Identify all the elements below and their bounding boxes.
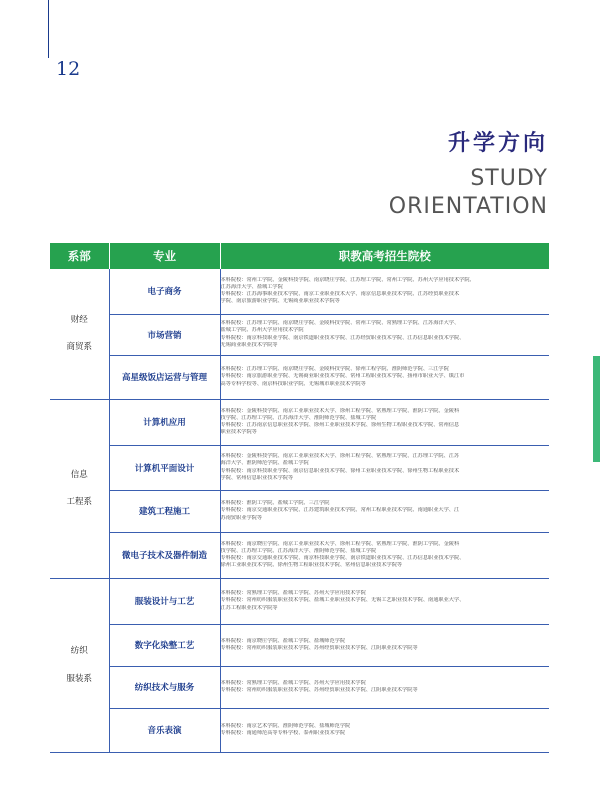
schools-line: 江苏海洋大学、盐城工学院 [220,284,283,291]
side-tab-marker [593,356,600,462]
schools-cell [220,314,549,355]
major-name: 建筑工程施工 [109,490,220,532]
schools-line: 技学院、江苏理工学院、江苏海洋大学、淮阴师范学院、盐城工学院 [220,547,377,554]
schools-cell [220,624,549,666]
major-name: 计算机应用 [109,399,220,445]
department-name-line1: 信息 [70,469,88,480]
schools-line: 无锡商业职业技术学院等 [220,341,278,348]
schools-line: 海洋大学、淮阴师范学院、盐城工学院 [220,460,309,467]
schools-line: 本科院校：淮阴工学院、盐城工学院、三江学院 [220,500,330,507]
schools-line: 本科院校：南京晓庄学院、盐城工学院、盐城师范学院 [220,637,346,644]
table-row [50,666,549,708]
schools-line: 专科院校：南京交通职业技术学院、江苏建筑职业技术学院、常州工程职业技术学院、南通职业大学、江 [220,507,460,514]
department-name-line2: 商贸系 [66,342,92,353]
table-row [50,314,549,355]
table-row [50,708,549,752]
department-name-line2: 工程系 [66,497,92,507]
schools-line: 本科院校：南京艺术学院、淮阴师范学院、盐城师范学院 [220,722,351,729]
schools-cell [220,445,549,490]
header-vertical-line [48,0,49,58]
schools-line: 本科院校：常熟理工学院、盐城工学院、苏州大学应用技术学院 [220,590,366,597]
table-row [50,399,549,445]
page-title-english-line1: STUDY [470,166,548,191]
header-schools: 职教高考招生院校 [220,243,549,269]
schools-cell [220,666,549,708]
major-name: 微电子技术及器件制造 [109,532,220,578]
department-name-line1: 纺织 [70,646,88,657]
schools-line: 专科院校：南京科技职业学院、南京信息职业技术学院、徐州工业职业技术学院、徐州生物工程职业技术 [220,467,460,474]
schools-line: 高等专科学校等、南京科技职业学院、无锡城市职业技术学院等 [220,380,366,387]
schools-line: 职业技术学院等 [220,429,257,436]
major-name: 市场营销 [109,314,220,355]
department-cell-finance [50,269,109,399]
major-name: 音乐表演 [109,708,220,752]
schools-line: 本科院校：南京晓庄学院、南京工业职业技术大学、徐州工程学院、常熟理工学院、淮阴工学院、金陵科 [220,540,460,547]
table-row [50,355,549,399]
schools-line: 苏南贸职业学院等 [220,514,263,521]
orientation-table [50,243,549,753]
schools-line: 专科院校：常州纺织服装职业技术学院、盐城工业职业技术学院、无锡工艺职业技术学院、南通职业大学、 [220,597,465,604]
schools-cell [220,269,549,314]
schools-line: 本科院校：金陵科技学院、南京工业职业技术大学、徐州工程学院、常熟理工学院、江苏理工学院、江苏 [220,453,460,460]
major-name: 高星级饭店运营与管理 [109,355,220,399]
schools-cell [220,399,549,445]
major-name: 电子商务 [109,269,220,314]
schools-cell [220,490,549,532]
table-row [50,445,549,490]
page-title-chinese: 升学方向 [447,131,548,156]
schools-line: 专科院校：南京旅游职业学院、无锡商业职业技术学院、常州工程职业技术学院、扬州市职业大学、镇江市 [220,373,465,380]
table-row [50,532,549,578]
schools-line: 江苏工程职业技术学院等 [220,604,278,611]
schools-line: 本科院校：常州工学院、金陵科技学院、南京晓庄学院、江苏理工学院、常州工学院、苏州大学应用技术学院、 [220,277,475,284]
major-name: 服装设计与工艺 [109,578,220,624]
schools-line: 专科院校：江苏南京信息职业技术学院、徐州工业职业技术学院、徐州生物工程职业技术学院、常州信息 [220,422,460,428]
schools-line: 专科院校：南京科技职业学院、南京铁道职业技术学院、江苏经贸职业技术学院、江苏信息职业技术学院、 [220,334,465,341]
schools-line: 本科院校：金陵科技学院、南京工业职业技术大学、徐州工程学院、常熟理工学院、淮阴工学院、金陵科 [220,407,460,414]
schools-cell [220,532,549,578]
schools-line: 专科院校：南京交通职业技术学院、南京科技职业学院、南京铁道职业技术学院、江苏信息职业技术学院、 [220,555,465,561]
schools-line: 专科院校：南通师范高等专科学校、泰州职业技术学院 [220,730,346,736]
department-name-line2: 服装系 [66,673,92,684]
major-name: 数字化染整工艺 [109,624,220,666]
schools-line: 学院、南京旅游职业学院、无锡商业职业技术学院等 [220,298,340,305]
header-major: 专业 [109,243,220,269]
table-row [50,624,549,666]
schools-line: 专科院校：常州纺织服装职业技术学院、苏州经贸职业技术学院、江阴职业技术学院等 [220,687,418,693]
table-row [50,578,549,624]
schools-line: 盐城工学院、苏州大学应用技术学院 [220,327,304,334]
page-title-english-line2: ORIENTATION [388,194,548,219]
department-cell-textile [50,578,109,752]
schools-line: 本科院校：江苏理工学院、南京晓庄学院、金陵科技学院、常州工学院、常熟理工学院、江苏海洋大学、 [220,320,460,327]
major-name: 纺织技术与服务 [109,666,220,708]
department-cell-info [50,399,109,578]
schools-line: 徐州工业职业技术学院、徐州生物工程职业技术学院、常州信息职业技术学院等 [220,562,403,569]
major-name: 计算机平面设计 [109,445,220,490]
table-header-row [50,243,549,269]
header-department: 系部 [50,243,109,269]
schools-line: 专科院校：常州纺织服装职业技术学院、苏州经贸职业技术学院、江阴职业技术学院等 [220,645,418,651]
schools-cell [220,708,549,752]
schools-line: 学院、常州信息职业技术学院等 [220,474,294,481]
schools-line: 专科院校：江苏海事职业技术学院、南京工业职业技术大学、南京信息职业技术学院、江苏经贸职业技术 [220,291,460,298]
department-name-line1: 财经 [70,315,88,326]
schools-line: 本科院校：常熟理工学院、盐城工学院、苏州大学应用技术学院 [220,679,366,686]
schools-cell [220,578,549,624]
table-row [50,490,549,532]
table-row [50,269,549,314]
schools-cell [220,355,549,399]
page-number: 12 [56,58,81,80]
schools-line: 技学院、江苏理工学院、江苏海洋大学、淮阴师范学院、盐城工学院 [220,414,377,421]
schools-line: 本科院校：江苏理工学院、南京晓庄学院、金陵科技学院、徐州工程学院、淮阴师范学院、三江学院 [220,366,449,373]
